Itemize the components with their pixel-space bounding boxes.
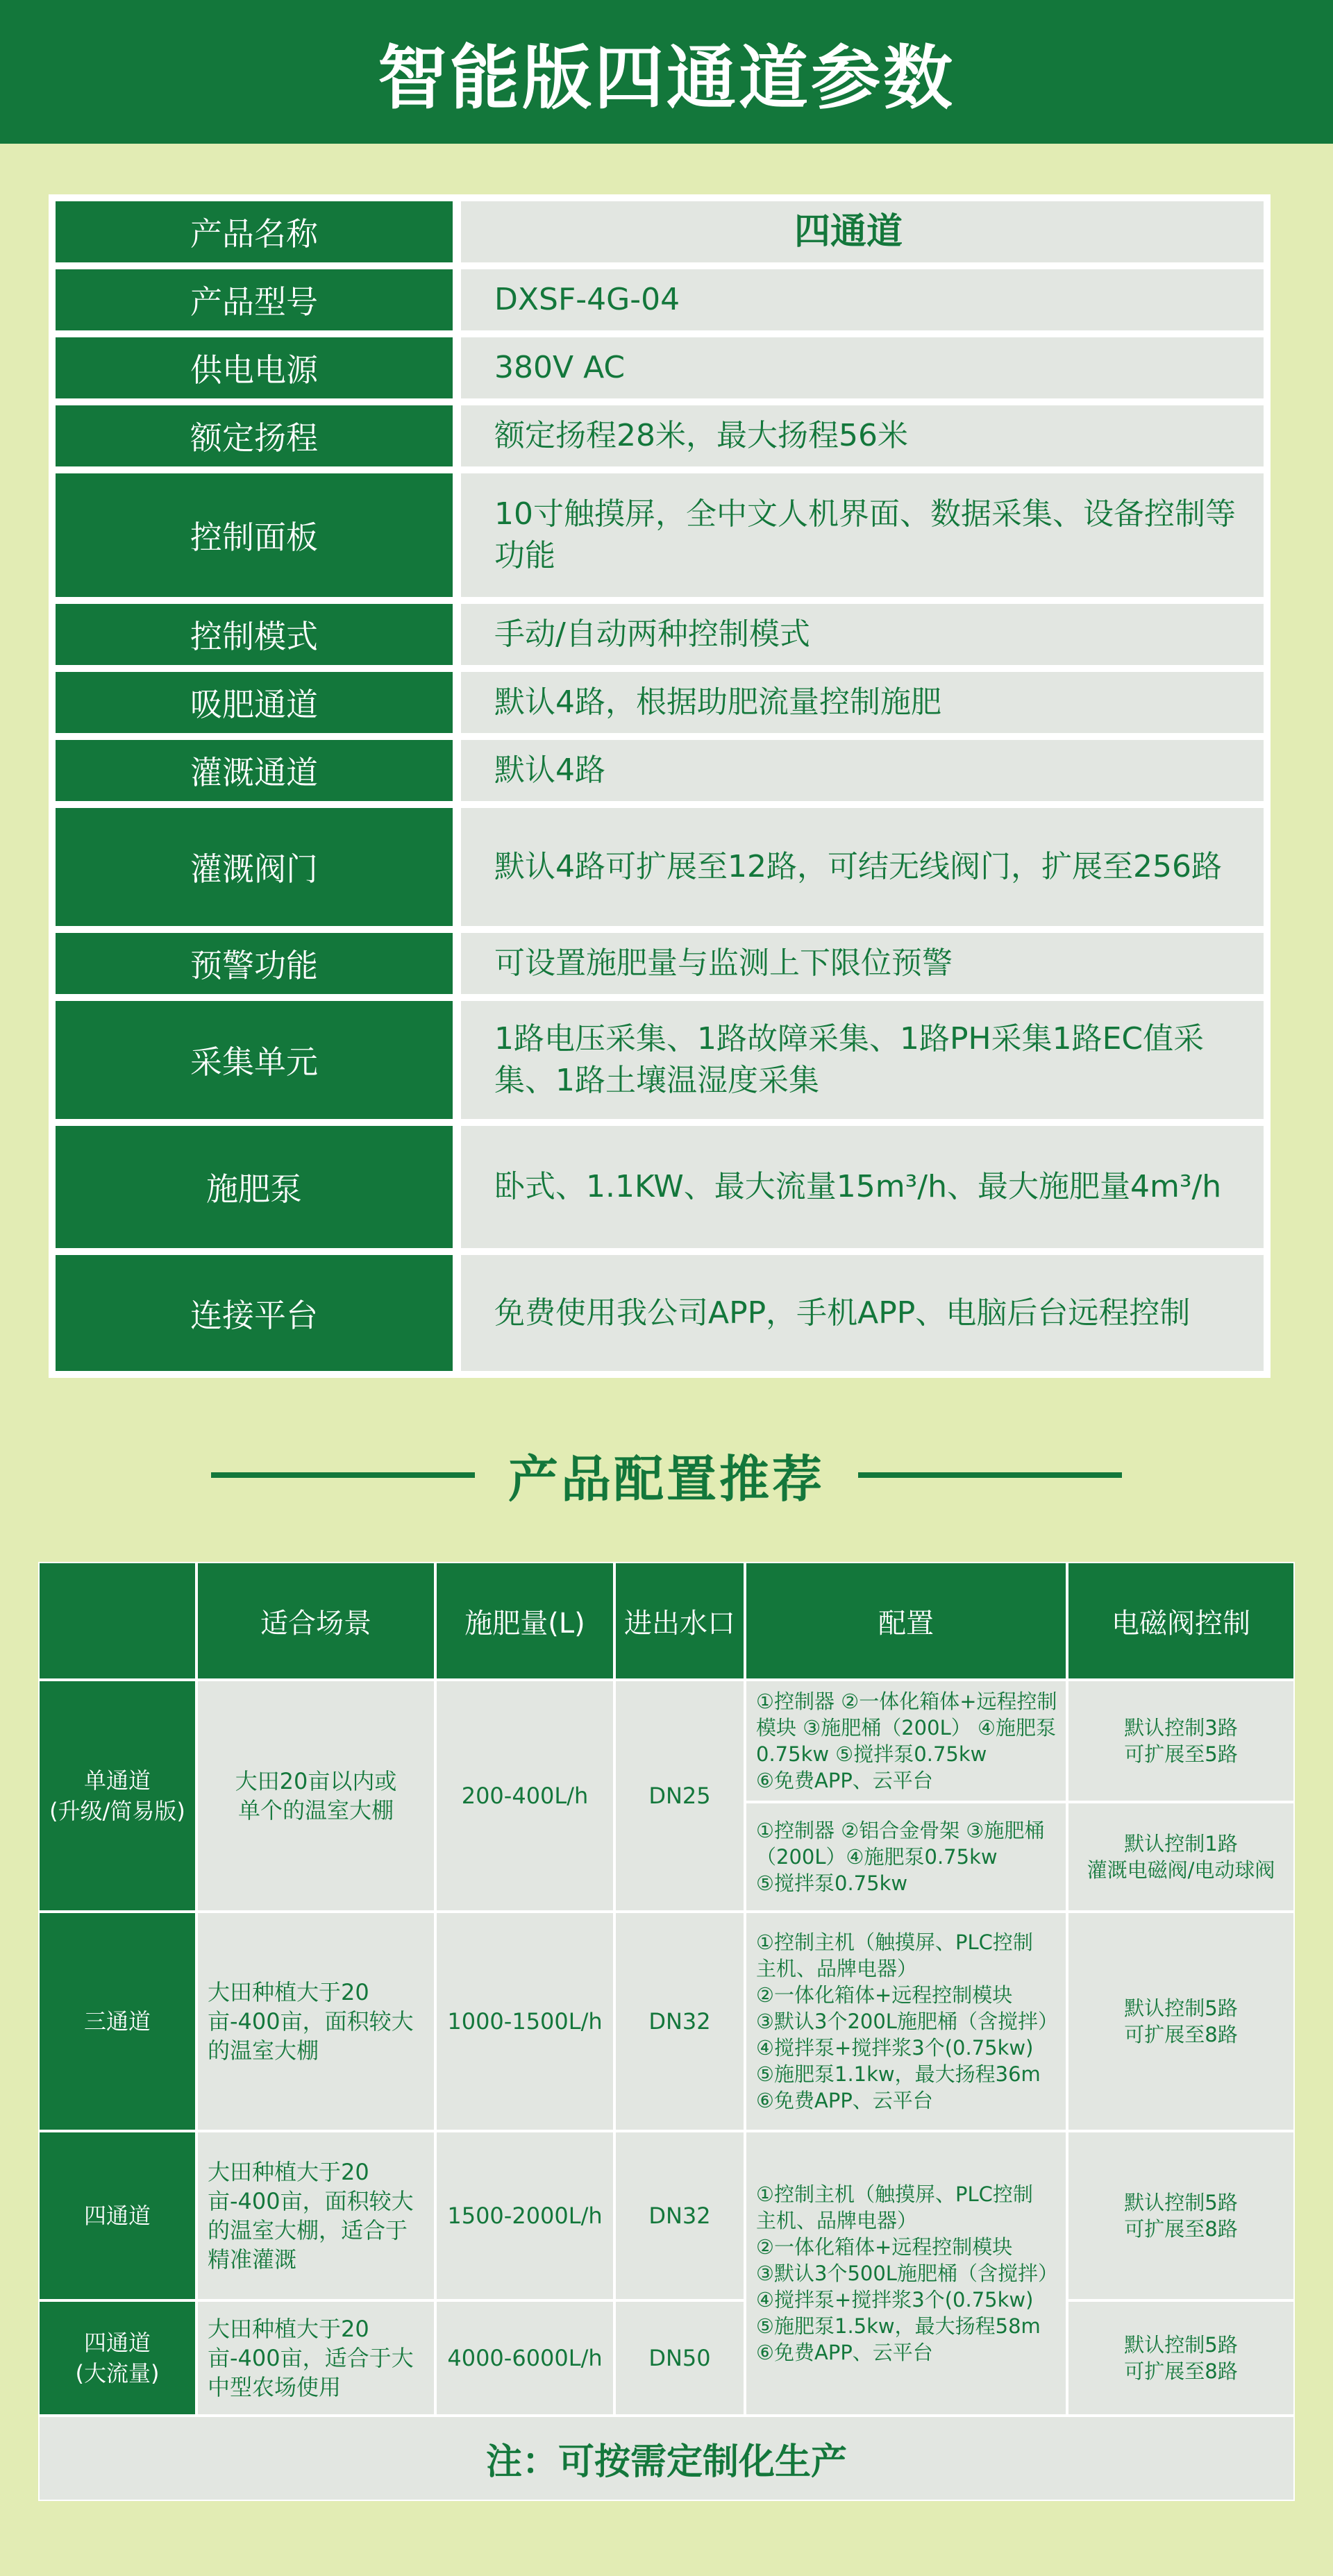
cell-valve-single-b: 默认控制1路 灌溉电磁阀/电动球阀 (1068, 1803, 1293, 1910)
spec-label: 产品型号 (56, 269, 453, 330)
spec-value: 可设置施肥量与监测上下限位预警 (461, 933, 1264, 994)
cell-port-four-large: DN50 (616, 2302, 744, 2414)
spec-row (56, 808, 1264, 926)
spec-row (56, 672, 1264, 733)
cell-config-three: ①控制主机（触摸屏、PLC控制 主机、品牌电器） ②一体化箱体+远程控制模块 ③默认3个200L施肥桶（含搅拌） ④搅拌泵+搅拌浆3个(0.75kw) ⑤施肥泵1.1kw，最大扬程36m ⑥免费APP、云平台 (746, 1913, 1066, 2130)
cell-config-single-a: ①控制器 ②一体化箱体+远程控制模块 ③施肥桶（200L） ④施肥泵0.75kw ⑤搅拌泵0.75kw ⑥免费APP、云平台 (746, 1681, 1066, 1801)
section-title: 产品配置推荐 (508, 1450, 825, 1508)
spec-row (56, 1001, 1264, 1119)
spec-value: 380V AC (461, 337, 1264, 398)
header-amount: 施肥量(L) (437, 1563, 613, 1678)
spec-value: DXSF-4G-04 (461, 269, 1264, 330)
spec-value: 1路电压采集、1路故障采集、1路PH采集1路EC值采集、1路土壤温湿度采集 (461, 1001, 1264, 1119)
spec-label: 控制面板 (56, 473, 453, 597)
header-valve: 电磁阀控制 (1068, 1563, 1293, 1678)
spec-value: 额定扬程28米，最大扬程56米 (461, 405, 1264, 466)
spec-row (56, 473, 1264, 597)
spec-value: 默认4路 (461, 740, 1264, 801)
spec-label: 灌溉通道 (56, 740, 453, 801)
page-title: 智能版四通道参数 (378, 37, 955, 119)
spec-row (56, 337, 1264, 398)
cell-scene-four: 大田种植大于20亩-400亩，面积较大的温室大棚，适合于精准灌溉 (198, 2132, 434, 2299)
spec-label: 施肥泵 (56, 1126, 453, 1248)
spec-row (56, 405, 1264, 466)
header-corner (40, 1563, 195, 1678)
spec-label: 额定扬程 (56, 405, 453, 466)
cell-amount-three: 1000-1500L/h (437, 1913, 613, 2130)
cell-amount-single: 200-400L/h (437, 1681, 613, 1910)
cell-amount-four: 1500-2000L/h (437, 2132, 613, 2299)
spec-row (56, 604, 1264, 665)
cell-scene-four-large: 大田种植大于20亩-400亩，适合于大中型农场使用 (198, 2302, 434, 2414)
cell-valve-single-a: 默认控制3路 可扩展至5路 (1068, 1681, 1293, 1801)
row-name-three: 三通道 (40, 1913, 195, 2130)
custom-note: 注：可按需定制化生产 (40, 2417, 1293, 2500)
row-name-single: 单通道 (升级/简易版) (40, 1681, 195, 1910)
spec-label: 控制模式 (56, 604, 453, 665)
cell-port-four: DN32 (616, 2132, 744, 2299)
spec-label: 连接平台 (56, 1255, 453, 1371)
spec-value: 卧式、1.1KW、最大流量15m³/h、最大施肥量4m³/h (461, 1126, 1264, 1248)
spec-label: 产品名称 (56, 201, 453, 262)
spec-label: 吸肥通道 (56, 672, 453, 733)
section-heading (0, 1433, 1333, 1517)
cell-scene-single: 大田20亩以内或 单个的温室大棚 (198, 1681, 434, 1910)
spec-row (56, 1126, 1264, 1248)
section-divider-right (858, 1472, 1122, 1478)
cell-valve-three: 默认控制5路 可扩展至8路 (1068, 1913, 1293, 2130)
spec-label: 采集单元 (56, 1001, 453, 1119)
spec-row (56, 1255, 1264, 1371)
section-divider-left (211, 1472, 475, 1478)
spec-value: 10寸触摸屏，全中文人机界面、数据采集、设备控制等功能 (461, 473, 1264, 597)
spec-label: 预警功能 (56, 933, 453, 994)
spec-row (56, 740, 1264, 801)
spec-value: 手动/自动两种控制模式 (461, 604, 1264, 665)
cell-scene-three: 大田种植大于20亩-400亩，面积较大的温室大棚 (198, 1913, 434, 2130)
page-header (0, 0, 1333, 144)
row-name-four-large: 四通道 (大流量) (40, 2302, 195, 2414)
spec-value: 默认4路，根据助肥流量控制施肥 (461, 672, 1264, 733)
spec-value: 免费使用我公司APP，手机APP、电脑后台远程控制 (461, 1255, 1264, 1371)
spec-value: 默认4路可扩展至12路，可结无线阀门，扩展至256路 (461, 808, 1264, 926)
header-port: 进出水口 (616, 1563, 744, 1678)
spec-row (56, 269, 1264, 330)
header-scene: 适合场景 (198, 1563, 434, 1678)
cell-port-three: DN32 (616, 1913, 744, 2130)
spec-value: 四通道 (461, 201, 1264, 262)
spec-row (56, 201, 1264, 262)
spec-table (49, 194, 1271, 1378)
config-table (38, 1562, 1295, 2501)
spec-label: 供电电源 (56, 337, 453, 398)
cell-valve-four-large: 默认控制5路 可扩展至8路 (1068, 2302, 1293, 2414)
cell-config-single-b: ①控制器 ②铝合金骨架 ③施肥桶（200L）④施肥泵0.75kw ⑤搅拌泵0.75kw (746, 1803, 1066, 1910)
spec-row (56, 933, 1264, 994)
header-config: 配置 (746, 1563, 1066, 1678)
cell-config-four: ①控制主机（触摸屏、PLC控制 主机、品牌电器） ②一体化箱体+远程控制模块 ③默认3个500L施肥桶（含搅拌） ④搅拌泵+搅拌浆3个(0.75kw) ⑤施肥泵1.5kw，最大扬程58m ⑥免费APP、云平台 (746, 2132, 1066, 2414)
cell-valve-four: 默认控制5路 可扩展至8路 (1068, 2132, 1293, 2299)
cell-amount-four-large: 4000-6000L/h (437, 2302, 613, 2414)
spec-label: 灌溉阀门 (56, 808, 453, 926)
cell-port-single: DN25 (616, 1681, 744, 1910)
row-name-four: 四通道 (40, 2132, 195, 2299)
